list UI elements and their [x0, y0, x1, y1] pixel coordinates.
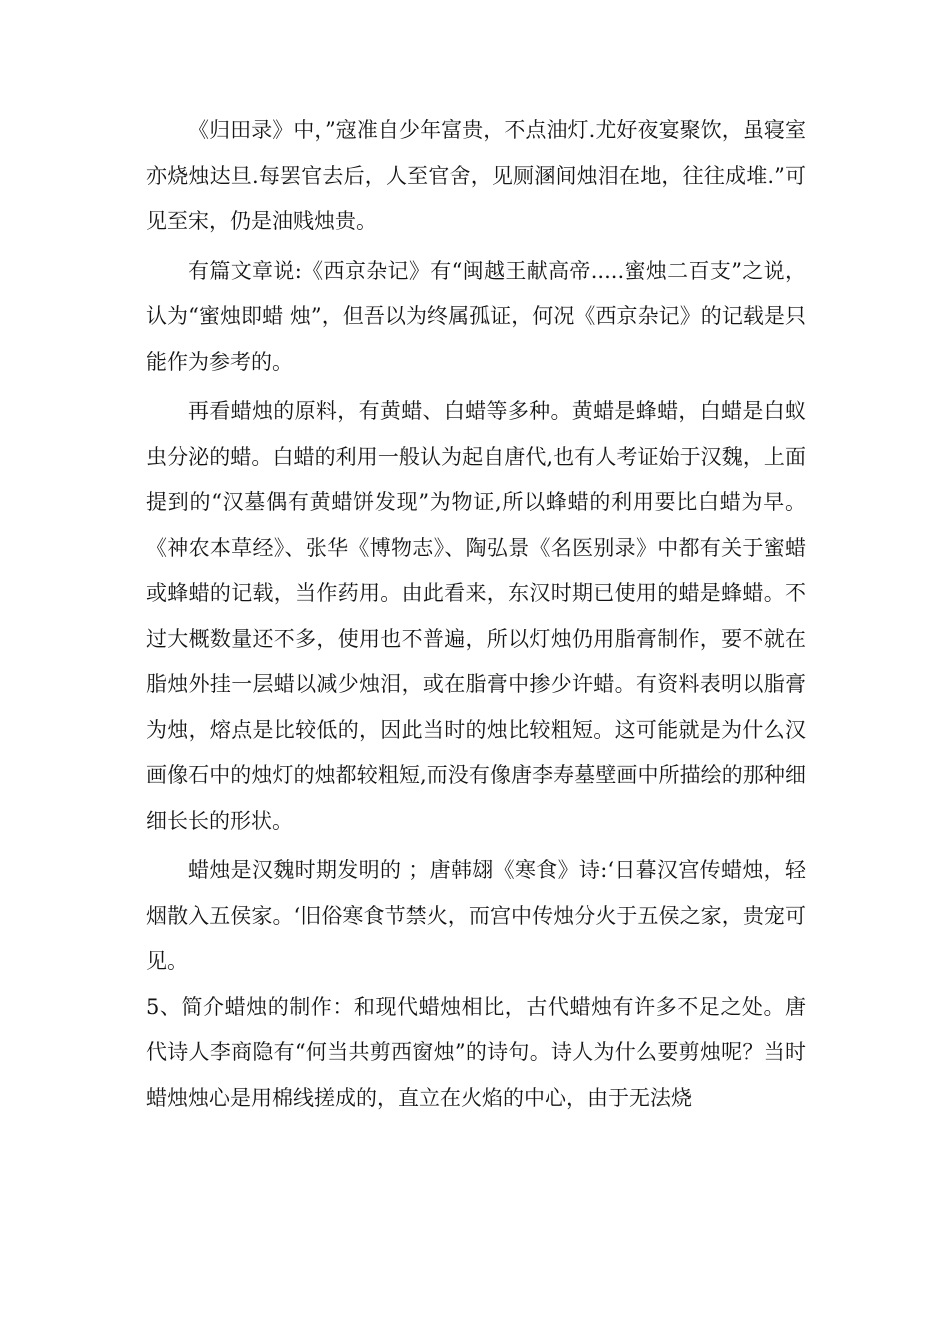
paragraph-candle-making: 5、简介蜡烛的制作：和现代蜡烛相比，古代蜡烛有许多不足之处。唐代诗人李商隐有“何当共剪西窗烛”的诗句。诗人为什么要剪烛呢？当时蜡烛烛心是用棉线搓成的，直立在火焰的中心，由于无法烧 — [146, 994, 806, 1110]
paragraph-guitianlu: 《归田录》中，”寇准自少年富贵，不点油灯.尤好夜宴聚饮，虽寝室亦烧烛达旦.每罢官去后，人至官舍，见厕溷间烛泪在地，往往成堆.”可见至宋，仍是油贱烛贵。 — [146, 118, 806, 233]
paragraph-candle-materials: 再看蜡烛的原料，有黄蜡、白蜡等多种。黄蜡是蜂蜡，白蜡是白蚁虫分泌的蜡。白蜡的利用一般认为起自唐代,也有人考证始于汉魏，上面提到的“汉墓偶有黄蜡饼发现”为物证,所以蜂蜡的利用要比白蜡为早。《神农本草经》、张华《博物志》、陶弘景《名医别录》中都有关于蜜蜡或蜂蜡的记载，当作药用。由此看来，东汉时期已使用的蜡是蜂蜡。不过大概数量还不多，使用也不普遍，所以灯烛仍用脂膏制作，要不就在脂烛外挂一层蜡以减少烛泪，或在脂膏中掺少许蜡。有资料表明以脂膏为烛，熔点是比较低的，因此当时的烛比较粗短。这可能就是为什么汉画像石中的烛灯的烛都较粗短,而没有像唐李寿墓壁画中所描绘的那种细细长长的形状。 — [146, 399, 806, 833]
paragraph-han-hong-poem: 蜡烛是汉魏时期发明的 ；唐韩翃《寒食》诗:‘日暮汉宫传蜡烛，轻烟散入五侯家。‘旧俗寒食节禁火，而宫中传烛分火于五侯之家，贵宠可见。 — [146, 858, 806, 973]
paragraph-xijing-zaji: 有篇文章说:《西京杂记》有“闽越王献高帝.....蜜烛二百支”之说，认为“蜜烛即蜡 烛”，但吾以为终属孤证，何况《西京杂记》的记载是只能作为参考的。 — [146, 258, 806, 374]
document-body — [146, 108, 806, 1121]
